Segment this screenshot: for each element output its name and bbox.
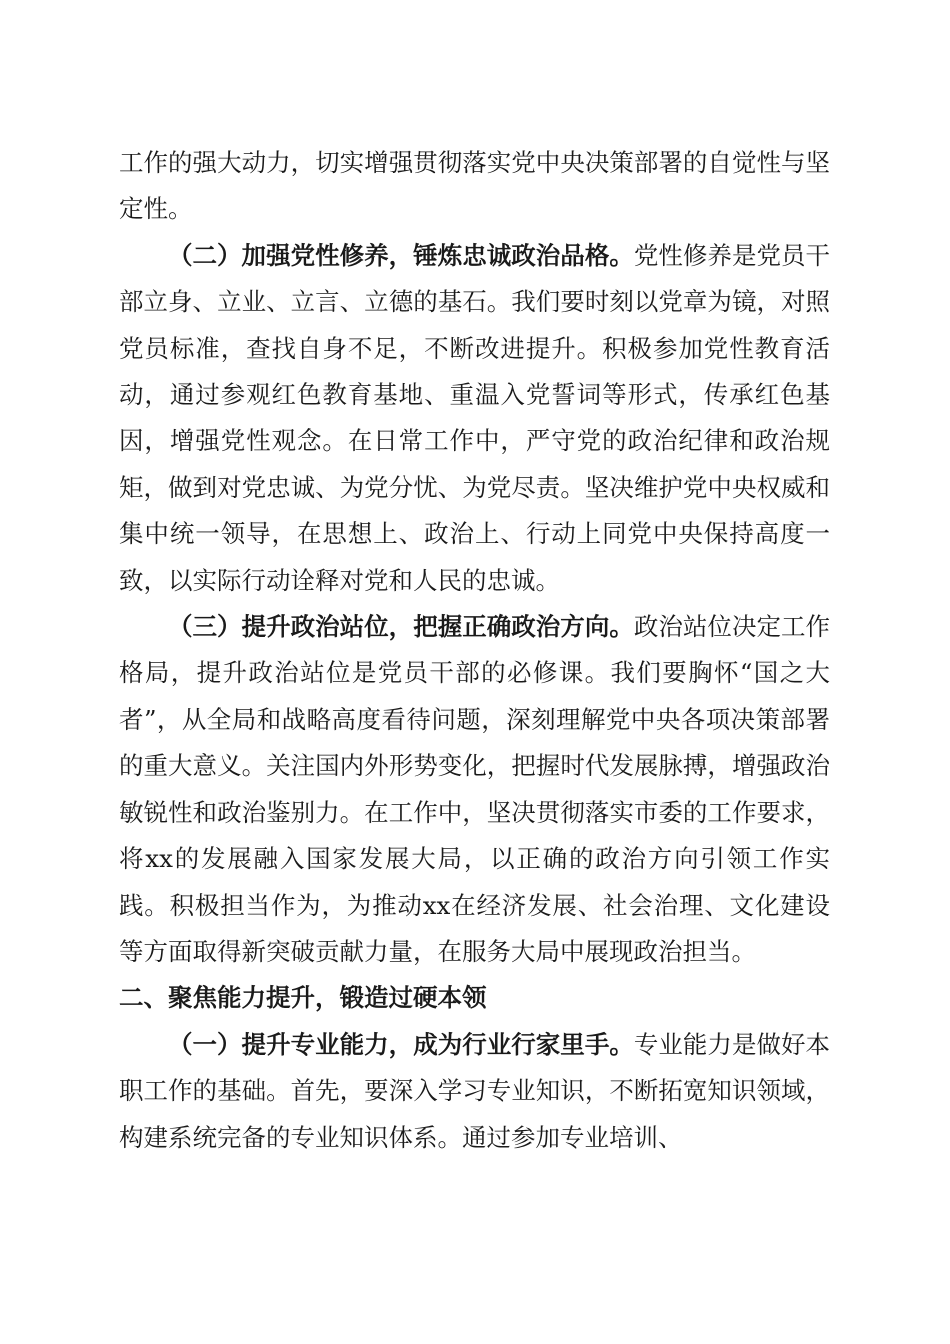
paragraph-lead: （一）提升专业能力，成为行业行家里手。	[168, 1029, 634, 1059]
document-body	[119, 140, 830, 1161]
paragraph-lead: （二）加强党性修养，锤炼忠诚政治品格。	[168, 240, 634, 270]
paragraph-continuation	[119, 140, 830, 233]
paragraph-party-spirit	[119, 233, 830, 604]
section-heading: 二、聚焦能力提升，锻造过硬本领	[119, 983, 487, 1013]
paragraph-text: 专业能力是做好本职工作的基础。首先，要深入学习专业知识，不断拓宽知识领域，构建系统完备的专业知识体系。通过参加专业培训、	[119, 1029, 831, 1152]
paragraph-text: 党性修养是党员干部立身、立业、立言、立德的基石。我们要时刻以党章为镜，对照党员标准，查找自身不足，不断改进提升。积极参加党性教育活动，通过参观红色教育基地、重温入党誓词等形式，传承红色基因，增强党性观念。在日常工作中，严守党的政治纪律和政治规矩，做到对党忠诚、为党分忧、为党尽责。坚决维护党中央权威和集中统一领导，在思想上、政治上、行动上同党中央保持高度一致，以实际行动诠释对党和人民的忠诚。	[119, 240, 831, 595]
paragraph-lead: （三）提升政治站位，把握正确政治方向。	[168, 612, 634, 642]
paragraph-text: 工作的强大动力，切实增强贯彻落实党中央决策部署的自觉性与坚定性。	[119, 148, 830, 224]
paragraph-text: 政治站位决定工作格局，提升政治站位是党员干部的必修课。我们要胸怀“国之大者”，从全局和战略高度看待问题，深刻理解党中央各项决策部署的重大意义。关注国内外形势变化，把握时代发展脉搏，增强政治敏锐性和政治鉴别力。在工作中，坚决贯彻落实市委的工作要求，将xx的发展融入国家发展大局，以正确的政治方向引领工作实践。积极担当作为，为推动xx在经济发展、社会治理、文化建设等方面取得新突破贡献力量，在服务大局中展现政治担当。	[119, 612, 831, 966]
paragraph-professional-ability	[119, 1022, 830, 1161]
paragraph-political-stance	[119, 604, 830, 975]
